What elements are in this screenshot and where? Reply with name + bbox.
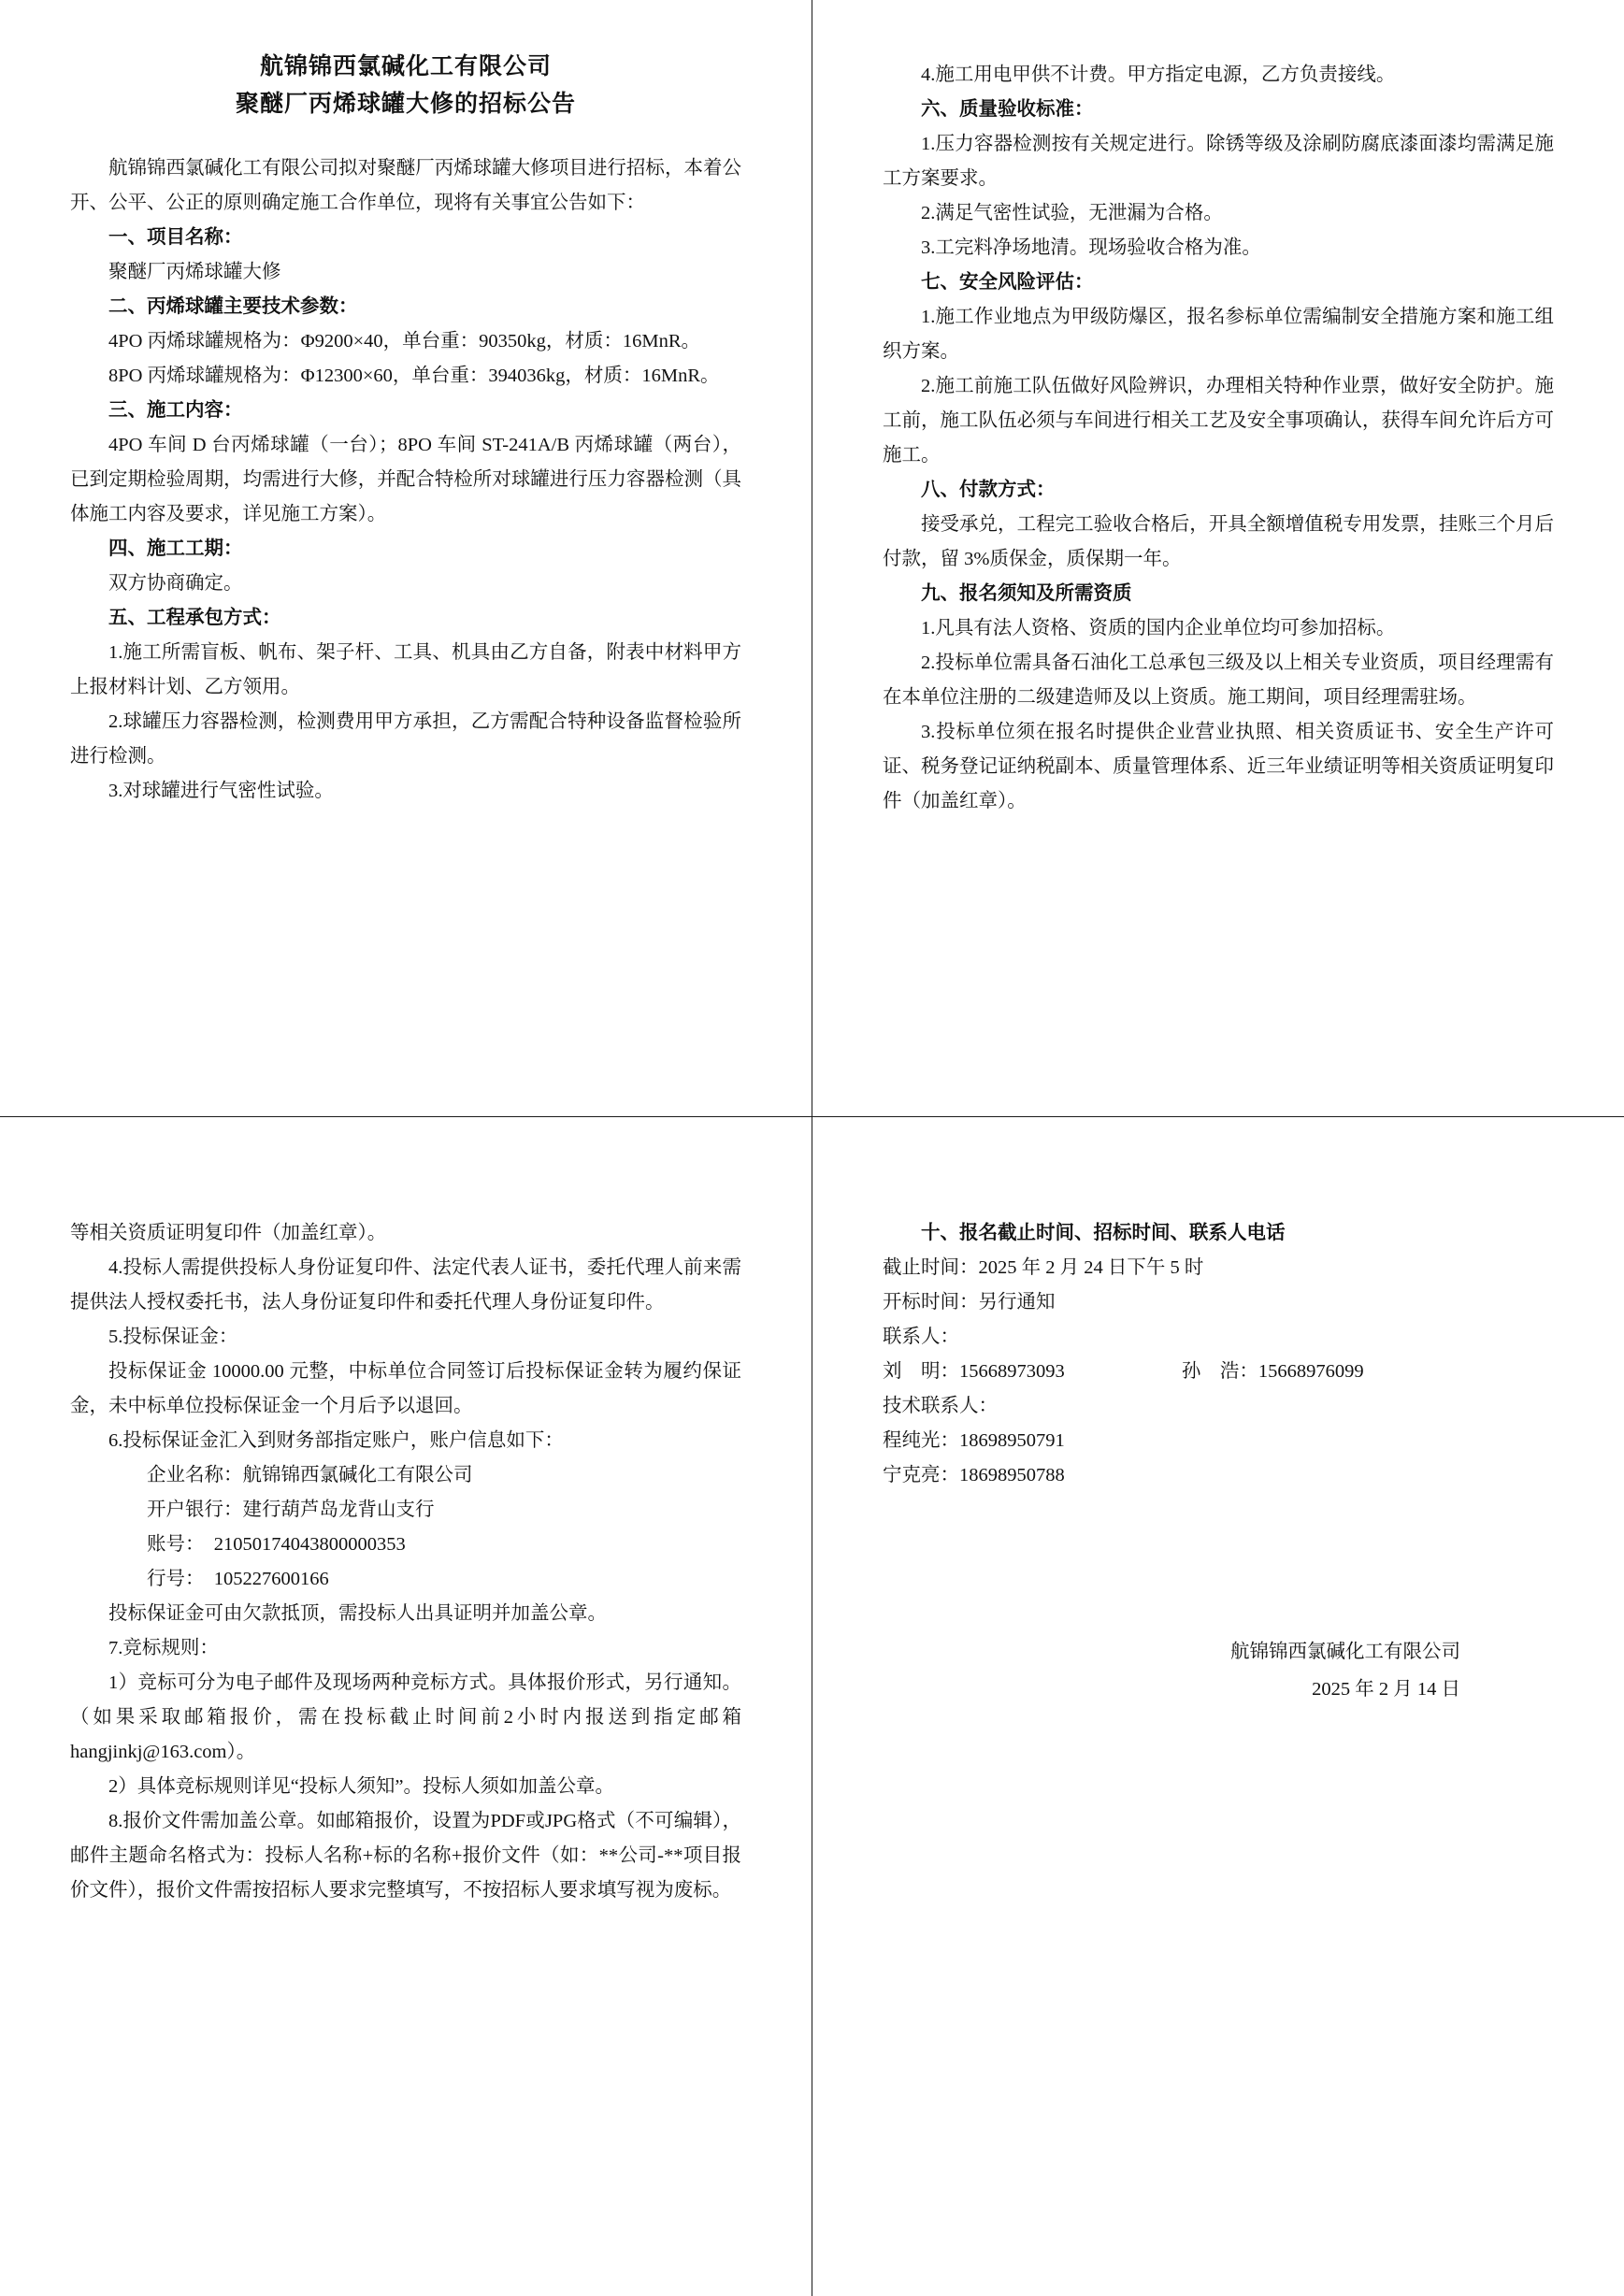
section-8-body: 接受承兑，工程完工验收合格后，开具全额增值税专用发票，挂账三个月后付款，留 3%质保金，质保期一年。 <box>883 514 1554 569</box>
section-10-deadline: 截止时间：2025 年 2 月 24 日下午 5 时 <box>883 1257 1204 1278</box>
section-8-heading: 八、付款方式： <box>921 480 1056 500</box>
account-bank-code-value: 105227600166 <box>213 1569 329 1589</box>
bid-bond-para-3: 投标保证金可由欠款抵顶，需投标人出具证明并加盖公章。 <box>108 1603 607 1624</box>
section-1-body: 聚醚厂丙烯球罐大修 <box>108 262 281 282</box>
page-top-right <box>812 0 1624 1117</box>
intro-paragraph: 航锦锦西氯碱化工有限公司拟对聚醚厂丙烯球罐大修项目进行招标，本着公开、公平、公正的原则确定施工合作单位，现将有关事宜公告如下： <box>70 158 741 213</box>
bid-bond-heading: 5.投标保证金： <box>108 1327 238 1347</box>
section-10-heading: 十、报名截止时间、招标时间、联系人电话 <box>921 1223 1286 1243</box>
bid-bond-para-1: 投标保证金 10000.00 元整，中标单位合同签订后投标保证金转为履约保证金，未中标单位投标保证金一个月后予以退回。 <box>70 1361 741 1416</box>
section-10-open-time: 开标时间：另行通知 <box>883 1292 1056 1313</box>
signature-company: 航锦锦西氯碱化工有限公司 <box>1230 1642 1460 1662</box>
section-7-item-2: 2.施工前施工队伍做好风险辨识，办理相关特种作业票，做好安全防护。施工前，施工队伍必须与车间进行相关工艺及安全事项确认，获得车间允许后方可施工。 <box>883 376 1554 466</box>
section-9-item-3-continued: 等相关资质证明复印件（加盖红章）。 <box>70 1223 387 1243</box>
tech-contact-row-2 <box>883 1458 1554 1493</box>
account-number-value: 21050174043800000353 <box>213 1534 406 1555</box>
contact-2-phone: 15668976099 <box>1258 1361 1364 1382</box>
section-4-body: 双方协商确定。 <box>108 573 243 594</box>
section-2-line-2: 8PO 丙烯球罐规格为：Φ12300×60，单台重：394036kg，材质：16MnR。 <box>108 366 720 386</box>
account-company <box>70 1458 741 1493</box>
page-top-left <box>0 0 812 1117</box>
section-9-item-1: 1.凡具有法人资格、资质的国内企业单位均可参加招标。 <box>921 618 1396 639</box>
bid-rules-heading: 7.竞标规则： <box>108 1638 219 1658</box>
section-9-item-4: 4.投标人需提供投标人身份证复印件、法定代表人证书，委托代理人前来需提供法人授权委托书，法人身份证复印件和委托代理人身份证复印件。 <box>70 1257 741 1313</box>
tech-contact-row-1 <box>883 1424 1554 1458</box>
section-6-item-2: 2.满足气密性试验，无泄漏为合格。 <box>921 203 1223 223</box>
section-6-heading: 六、质量验收标准： <box>921 99 1094 120</box>
tech-contact-2-name: 宁克亮： <box>883 1465 959 1485</box>
section-5-item-4: 4.施工用电甲供不计费。甲方指定电源，乙方负责接线。 <box>921 65 1396 85</box>
section-6-item-1: 1.压力容器检测按有关规定进行。除锈等级及涂刷防腐底漆面漆均需满足施工方案要求。 <box>883 134 1554 189</box>
section-6-item-3: 3.工完料净场地清。现场验收合格为准。 <box>921 237 1261 258</box>
account-number-label: 账号： <box>147 1534 205 1555</box>
account-bank-code-label: 行号： <box>147 1569 205 1589</box>
section-4-heading: 四、施工工期： <box>108 538 243 559</box>
section-3-body: 4PO 车间 D 台丙烯球罐（一台）；8PO 车间 ST-241A/B 丙烯球罐（两台），已到定期检验周期，均需进行大修，并配合特检所对球罐进行压力容器检测（具体施工内容及要求，详见施工方案）。 <box>70 435 741 524</box>
account-bank <box>70 1493 741 1528</box>
contact-row-1 <box>883 1355 1554 1389</box>
account-company-value: 航锦锦西氯碱化工有限公司 <box>242 1465 473 1485</box>
tech-contact-1-name: 程纯光： <box>883 1430 959 1451</box>
section-10-tech-label: 技术联系人： <box>883 1396 998 1416</box>
section-3-heading: 三、施工内容： <box>108 400 243 421</box>
section-10-contact-label: 联系人： <box>883 1327 959 1347</box>
bid-rules-item-8: 8.报价文件需加盖公章。如邮箱报价，设置为PDF或JPG格式（不可编辑），邮件主题命名格式为：投标人名称+标的名称+报价文件（如：**公司-**项目报价文件），报价文件需按招标人要求完整填写，不按招标人要求填写视为废标。 <box>70 1811 741 1901</box>
contact-1-name: 刘 明： <box>883 1361 959 1382</box>
account-bank-value: 建行葫芦岛龙背山支行 <box>242 1500 435 1520</box>
section-7-item-1: 1.施工作业地点为甲级防爆区，报名参标单位需编制安全措施方案和施工组织方案。 <box>883 307 1554 362</box>
account-bank-label: 开户银行： <box>147 1500 243 1520</box>
title-line-1: 航锦锦西氯碱化工有限公司 <box>259 54 552 79</box>
title-line-2: 聚醚厂丙烯球罐大修的招标公告 <box>235 92 576 117</box>
tech-contact-2-phone: 18698950788 <box>959 1465 1065 1485</box>
section-2-heading: 二、丙烯球罐主要技术参数： <box>108 296 358 317</box>
section-5-item-1: 1.施工所需盲板、帆布、架子杆、工具、机具由乙方自备，附表中材料甲方上报材料计划、乙方领用。 <box>70 642 741 697</box>
section-9-heading: 九、报名须知及所需资质 <box>921 583 1132 604</box>
account-number <box>70 1528 741 1562</box>
contact-1-phone: 15668973093 <box>959 1361 1065 1382</box>
page-title <box>70 49 741 123</box>
signature-block <box>883 1633 1554 1708</box>
section-9-item-3: 3.投标单位须在报名时提供企业营业执照、相关资质证书、安全生产许可证、税务登记证纳税副本、质量管理体系、近三年业绩证明等相关资质证明复印件（加盖红章）。 <box>883 722 1554 811</box>
section-2-line-1: 4PO 丙烯球罐规格为：Φ9200×40，单台重：90350kg，材质：16MnR。 <box>108 331 701 352</box>
section-5-item-3: 3.对球罐进行气密性试验。 <box>108 781 334 801</box>
bid-rules-item-2: 2）具体竞标规则详见“投标人须知”。投标人须如加盖公章。 <box>108 1776 614 1797</box>
page-bottom-left <box>0 1118 812 2296</box>
signature-date: 2025 年 2 月 14 日 <box>1312 1679 1460 1700</box>
section-5-item-2: 2.球罐压力容器检测，检测费用甲方承担，乙方需配合特种设备监督检验所进行检测。 <box>70 711 741 767</box>
bid-bond-para-2: 6.投标保证金汇入到财务部指定账户，账户信息如下： <box>108 1430 564 1451</box>
bid-rules-item-1: 1）竞标可分为电子邮件及现场两种竞标方式。具体报价形式，另行通知。（如果采取邮箱报价，需在投标截止时间前2小时内报送到指定邮箱hangjinkj@163.com）。 <box>70 1672 741 1762</box>
account-company-label: 企业名称： <box>147 1465 243 1485</box>
account-bank-code <box>70 1562 741 1597</box>
section-7-heading: 七、安全风险评估： <box>921 272 1094 293</box>
section-1-heading: 一、项目名称： <box>108 227 243 248</box>
section-9-item-2: 2.投标单位需具备石油化工总承包三级及以上相关专业资质，项目经理需有在本单位注册的二级建造师及以上资质。施工期间，项目经理需驻场。 <box>883 653 1554 708</box>
page-bottom-right <box>812 1118 1624 2296</box>
contact-2-name: 孙 浩： <box>1181 1361 1258 1382</box>
tech-contact-1-phone: 18698950791 <box>959 1430 1065 1451</box>
section-5-heading: 五、工程承包方式： <box>108 608 281 628</box>
